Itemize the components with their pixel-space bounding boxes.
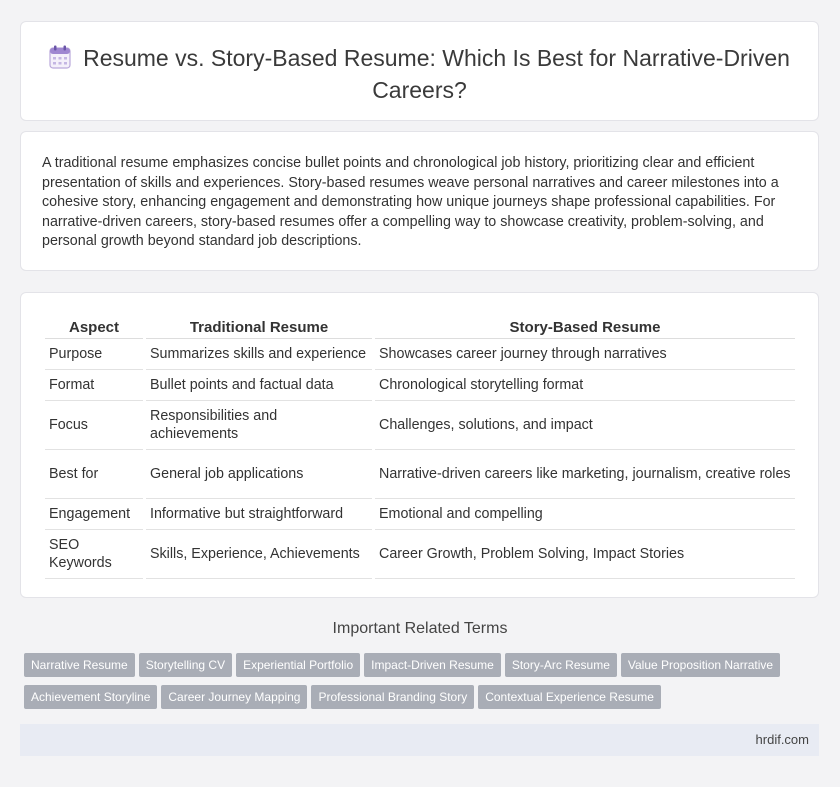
row-story-based: Showcases career journey through narratives: [375, 339, 795, 370]
table-row: [45, 499, 795, 530]
row-aspect: Purpose: [45, 339, 143, 370]
row-aspect: Focus: [45, 401, 143, 450]
row-traditional: General job applications: [146, 450, 372, 499]
row-story-based: Emotional and compelling: [375, 499, 795, 530]
row-story-based: Career Growth, Problem Solving, Impact Stories: [375, 530, 795, 579]
table-header-row: [45, 317, 795, 339]
footer-site-link[interactable]: hrdif.com: [755, 732, 809, 747]
header-story-based: Story-Based Resume: [375, 317, 795, 339]
row-traditional: Summarizes skills and experience: [146, 339, 372, 370]
page-title-wrap: [21, 44, 818, 105]
row-aspect: Format: [45, 370, 143, 401]
row-aspect: Best for: [45, 450, 143, 499]
row-aspect: SEO Keywords: [45, 530, 143, 579]
header-card: [20, 21, 819, 121]
related-term-tag[interactable]: Career Journey Mapping: [161, 685, 307, 709]
row-traditional: Responsibilities and achievements: [146, 401, 372, 450]
row-story-based: Narrative-driven careers like marketing, journalism, creative roles: [375, 450, 795, 499]
row-aspect: Engagement: [45, 499, 143, 530]
row-story-based: Challenges, solutions, and impact: [375, 401, 795, 450]
row-traditional: Bullet points and factual data: [146, 370, 372, 401]
page-title: Resume vs. Story-Based Resume: Which Is Best for Narrative-Driven Careers?: [83, 45, 790, 103]
table-row: [45, 370, 795, 401]
related-terms-list: [24, 653, 814, 717]
related-term-tag[interactable]: Narrative Resume: [24, 653, 135, 677]
header-traditional: Traditional Resume: [146, 317, 372, 339]
intro-text: A traditional resume emphasizes concise bullet points and chronological job history, prioritizing clear and efficient presentation of skills and experiences. Story-based resumes weave personal narratives and career milestones into a cohesive story, enhancing engagement and demonstrating how unique journeys shape professional capabilities. For narrative-driven careers, story-based resumes offer a compelling way to showcase creativity, problem-solving, and personal growth beyond standard job descriptions.: [42, 155, 779, 249]
related-term-tag[interactable]: Experiential Portfolio: [236, 653, 360, 677]
table-row: [45, 339, 795, 370]
related-term-tag[interactable]: Story-Arc Resume: [505, 653, 617, 677]
related-terms-title: Important Related Terms: [332, 620, 508, 637]
comparison-card: [20, 292, 819, 598]
row-traditional: Informative but straightforward: [146, 499, 372, 530]
table-row: [45, 401, 795, 450]
row-traditional: Skills, Experience, Achievements: [146, 530, 372, 579]
table-row: [45, 450, 795, 499]
footer-bar: [20, 724, 819, 756]
related-term-tag[interactable]: Achievement Storyline: [24, 685, 157, 709]
related-term-tag[interactable]: Value Proposition Narrative: [621, 653, 780, 677]
related-term-tag[interactable]: Impact-Driven Resume: [364, 653, 501, 677]
header-aspect: Aspect: [45, 317, 143, 339]
calendar-icon: [49, 45, 71, 76]
comparison-table: [42, 317, 798, 579]
table-row: [45, 530, 795, 579]
related-term-tag[interactable]: Storytelling CV: [139, 653, 232, 677]
related-term-tag[interactable]: Professional Branding Story: [311, 685, 474, 709]
intro-card: [20, 131, 819, 271]
related-term-tag[interactable]: Contextual Experience Resume: [478, 685, 661, 709]
row-story-based: Chronological storytelling format: [375, 370, 795, 401]
